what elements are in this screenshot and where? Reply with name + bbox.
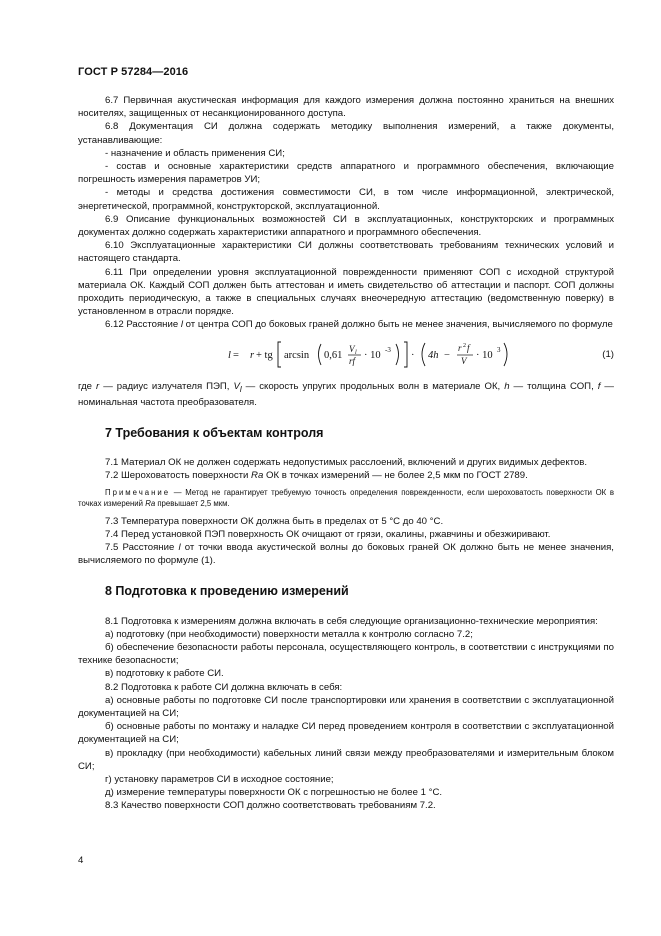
page-number: 4 xyxy=(78,855,84,866)
paren-right xyxy=(396,344,399,365)
variable-ra: Ra xyxy=(145,498,156,508)
formula-4h: 4h xyxy=(428,349,439,361)
clause-6-10: 6.10 Эксплуатационные характеристики СИ должны соответствовать требованиям технических условий и настоящего стандарта. xyxy=(78,240,614,265)
text-fragment: — радиус излучателя ПЭП, xyxy=(99,380,234,392)
section-8-heading: 8 Подготовка к проведению измерений xyxy=(105,584,349,599)
formula-vl-sub: l xyxy=(355,349,357,356)
formula-r2-exp: 2 xyxy=(463,342,466,349)
text-fragment: где xyxy=(78,380,96,392)
text-fragment: от центра СОП до боковых граней должно быть не менее значения, вычисляемого по формуле xyxy=(182,319,613,331)
text-fragment: 7.2 Шероховатость поверхности xyxy=(105,470,252,482)
text-fragment: — толщина СОП, xyxy=(509,380,598,392)
list-item: а) подготовку (при необходимости) поверхности металла к контролю согласно 7.2; xyxy=(105,628,473,640)
formula-arcsin: arcsin xyxy=(284,349,310,361)
clause-6-9: 6.9 Описание функциональных возможностей СИ в эксплуатационных, конструкторских и программных документах должно содержать характеристики аппаратного и программного обеспечения. xyxy=(78,213,614,239)
clause-6-11: 6.11 При определении уровня эксплуатационной поврежденности применяют СОП с исходной структурой материала ОК. Каждый СОП должен быть аттестован и иметь свидетельство об аттестации и паспорт. СОП должны проходить периодическую, а также в специальных случаях внеочередную аттестацию (ведомственную поверку) в установленном в отрасли порядке. xyxy=(78,266,614,318)
formula-f: f xyxy=(467,342,470,353)
variable-v: V xyxy=(233,380,240,392)
clause-6-7: 6.7 Первичная акустическая информация для каждого измерения должна постоянно храниться на внешних носителях, защищенных от несанкционированного доступа. xyxy=(78,95,614,120)
text-fragment: 7.5 Расстояние xyxy=(105,541,179,553)
variable-l: l xyxy=(180,319,183,331)
clause-7-5 xyxy=(78,541,614,567)
list-item: б) обеспечение безопасности работы персонала, осуществляющего контроль, в соответствии с инструкциями по технике безопасности; xyxy=(78,642,614,667)
note xyxy=(78,487,614,509)
text-fragment: 6.12 Расстояние xyxy=(105,319,181,331)
formula-times10b: · 10 xyxy=(476,349,493,361)
clause-6-12 xyxy=(78,318,614,331)
text-fragment: — номинальная частота преобразователя. xyxy=(78,380,614,408)
formula-plus-tg: + tg xyxy=(256,349,273,361)
text-fragment: — скорость упругих продольных волн в материале ОК, xyxy=(241,380,505,392)
formula-1 xyxy=(78,336,614,372)
clause-8-1: 8.1 Подготовка к измерениям должна включать в себя следующие организационно-технические мероприятия: xyxy=(105,615,598,627)
bracket-right xyxy=(404,342,407,367)
list-item: г) установку параметров СИ в исходное состояние; xyxy=(105,774,334,786)
clause-8-2: 8.2 Подготовка к работе СИ должна включать в себя: xyxy=(105,681,343,693)
formula-rf: rf xyxy=(349,355,356,366)
section-7-heading: 7 Требования к объектам контроля xyxy=(105,425,324,440)
list-item: в) подготовку к работе СИ. xyxy=(105,668,224,680)
variable-f: f xyxy=(597,380,601,392)
list-item: а) основные работы по подготовке СИ после транспортировки или хранения в соответствии с эксплуатационной документацией на СИ; xyxy=(78,694,614,720)
formula-exp3: 3 xyxy=(497,345,501,354)
formula-r: r xyxy=(250,349,255,361)
variable-subscript: l xyxy=(239,384,242,394)
formula-explanation xyxy=(78,380,614,409)
text-fragment: превышает 2,5 мкм. xyxy=(155,498,230,508)
clause-7-4: 7.4 Перед установкой ПЭП поверхность ОК очищают от грязи, окалины, ржавчины и обезжиривают. xyxy=(105,528,551,540)
list-item: - состав и основные характеристики средств аппаратного и программного обеспечения, включающие погрешность измерения параметров УИ; xyxy=(78,161,614,186)
clause-6-8: 6.8 Документация СИ должна содержать методику выполнения измерений, а также документы, устанавливающие: xyxy=(78,121,614,146)
variable-ra: Ra xyxy=(251,470,264,482)
list-item: - назначение и область применения СИ; xyxy=(105,147,285,159)
formula-lhs: l xyxy=(228,349,231,361)
page-header: ГОСТ Р 57284—2016 xyxy=(78,66,189,78)
clause-8-3: 8.3 Качество поверхности СОП должно соответствовать требованиям 7.2. xyxy=(105,800,436,812)
formula-vl: V xyxy=(349,343,355,354)
formula-coef: 0,61 xyxy=(324,349,343,361)
formula-number: (1) xyxy=(602,348,614,360)
formula-eq: = xyxy=(233,349,239,361)
formula-graphic xyxy=(78,336,614,372)
formula-v: V xyxy=(461,355,467,366)
variable-r: r xyxy=(96,380,100,392)
clause-7-2 xyxy=(78,469,614,482)
clause-7-3: 7.3 Температура поверхности ОК должна быть в пределах от 5 °С до 40 °С. xyxy=(105,515,444,527)
paren-right xyxy=(504,343,507,366)
variable-l: l xyxy=(178,541,181,553)
text-fragment: — Метод не гарантирует требуемую точность определения поврежденности, если шероховатость поверхности ОК в точках измерений xyxy=(78,487,614,508)
list-item: д) измерение температуры поверхности ОК с погрешностью не более 1 °С. xyxy=(105,787,443,799)
formula-dot: · xyxy=(411,349,415,361)
list-item: б) основные работы по монтажу и наладке СИ перед проведением контроля в соответствии с эксплуатационной документацией на СИ; xyxy=(78,721,614,746)
paren-left xyxy=(319,344,322,365)
clause-7-1: 7.1 Материал ОК не должен содержать недопустимых расслоений, включений и других видимых дефектов. xyxy=(105,457,588,469)
formula-r2: r xyxy=(458,342,462,353)
text-fragment: ОК в точках измерений — не более 2,5 мкм по ГОСТ 2789. xyxy=(263,470,528,482)
document-body xyxy=(78,94,614,813)
variable-h: h xyxy=(504,380,510,392)
list-item: - методы и средства достижения совместимости СИ, в том числе информационной, электрической, энергетической, программной, конструкторской, эксплуатационной. xyxy=(78,187,614,212)
text-fragment: от точки ввода акустической волны до боковых граней ОК должно быть не менее значения, вычисляемого по формуле (1). xyxy=(78,541,614,567)
note-label: Примечание xyxy=(105,487,171,497)
paren-left xyxy=(422,343,425,366)
formula-minus: − xyxy=(444,349,450,361)
list-item: в) прокладку (при необходимости) кабельных линий связи между преобразователями и измерительным блоком СИ; xyxy=(78,747,614,772)
bracket-left xyxy=(278,342,281,367)
formula-times10: · 10 xyxy=(364,349,381,361)
formula-exp-neg3: -3 xyxy=(385,345,391,354)
